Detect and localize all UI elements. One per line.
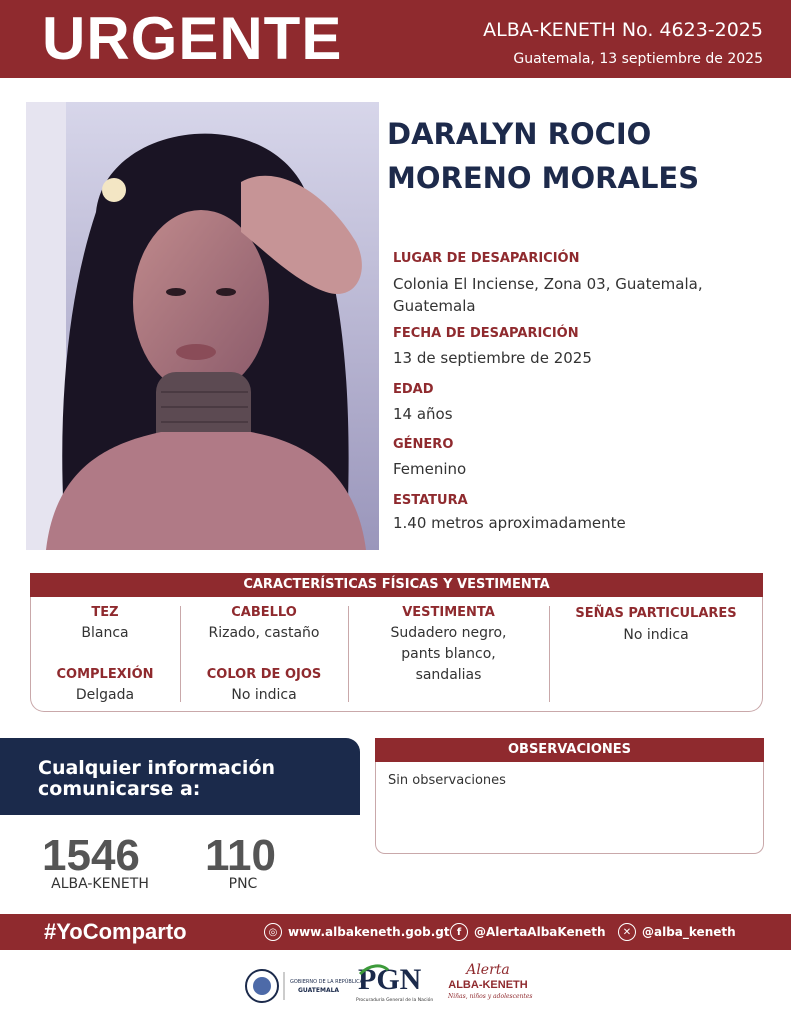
missing-person-photo xyxy=(26,102,379,550)
location-value-line-2: Guatemala xyxy=(393,297,476,315)
facebook-text: @AlertaAlbaKeneth xyxy=(474,925,606,939)
characteristics-title: CARACTERÍSTICAS FÍSICAS Y VESTIMENTA xyxy=(30,573,763,597)
observations-text: Sin observaciones xyxy=(388,773,506,788)
alba-keneth-logo xyxy=(448,962,533,1010)
government-logo xyxy=(244,966,364,1006)
contact-banner-text xyxy=(38,758,338,800)
vestimenta-value-line-1: Sudadero negro, xyxy=(390,625,507,641)
complexion-label: COMPLEXIÓN xyxy=(56,667,154,682)
urgent-title: URGENTE xyxy=(42,5,343,72)
vestimenta-value-line-2: pants blanco, xyxy=(401,646,496,662)
alert-dateline: Guatemala, 13 septiembre de 2025 xyxy=(513,51,763,67)
phone-pnc[interactable]: 110 xyxy=(205,831,276,880)
eye-color-value: No indica xyxy=(231,687,297,703)
pgn-logo xyxy=(354,962,436,1008)
age-value: 14 años xyxy=(393,405,453,423)
name-line-2: MORENO MORALES xyxy=(387,161,700,195)
contact-banner-line-1: Cualquier información xyxy=(38,757,276,779)
location-label: LUGAR DE DESAPARICIÓN xyxy=(393,251,580,266)
tez-label: TEZ xyxy=(91,605,119,620)
alba-logo-text-2: ALBA-KENETH xyxy=(448,979,528,991)
x-link[interactable] xyxy=(618,922,736,942)
height-value: 1.40 metros aproximadamente xyxy=(393,514,626,532)
observations-title: OBSERVACIONES xyxy=(375,738,764,762)
website-link[interactable] xyxy=(264,922,450,942)
website-text: www.albakeneth.gob.gt xyxy=(288,925,450,939)
vestimenta-value-line-3: sandalias xyxy=(415,667,482,683)
government-logo-text-2: GUATEMALA xyxy=(298,987,340,994)
gender-value: Femenino xyxy=(393,460,467,478)
phone-alba-keneth[interactable]: 1546 xyxy=(42,831,140,880)
location-value-line-1: Colonia El Inciense, Zona 03, Guatemala, xyxy=(393,275,703,293)
photo-illustration xyxy=(26,102,379,550)
cabello-label: CABELLO xyxy=(231,605,297,620)
x-text: @alba_keneth xyxy=(642,925,736,939)
alert-number: ALBA-KENETH No. 4623-2025 xyxy=(483,19,763,41)
contact-banner xyxy=(0,738,360,815)
complexion-value: Delgada xyxy=(75,687,135,703)
gender-label: GÉNERO xyxy=(393,437,454,452)
globe-icon: ◎ xyxy=(264,923,282,941)
phone-alba-keneth-label: ALBA-KENETH xyxy=(51,876,149,892)
pgn-logo-text: PGN xyxy=(358,963,422,996)
government-logo-text-1: GOBIERNO DE LA REPÚBLICA xyxy=(290,979,364,985)
vestimenta-label: VESTIMENTA xyxy=(402,605,495,620)
date-value: 13 de septiembre de 2025 xyxy=(393,349,592,367)
pgn-logo-subtext: Procuraduría General de la Nación xyxy=(356,998,434,1003)
age-label: EDAD xyxy=(393,382,434,397)
cabello-value: Rizado, castaño xyxy=(208,625,320,641)
date-label: FECHA DE DESAPARICIÓN xyxy=(393,326,579,341)
hashtag: #YoComparto xyxy=(44,919,187,944)
name-line-1: DARALYN ROCIO xyxy=(387,117,652,151)
eye-color-label: COLOR DE OJOS xyxy=(206,667,322,682)
alba-logo-subtext: Niñas, niños y adolescentes xyxy=(448,993,533,1000)
facebook-link[interactable] xyxy=(450,922,606,942)
facebook-icon: f xyxy=(450,923,468,941)
senas-value: No indica xyxy=(623,627,689,643)
x-icon: ✕ xyxy=(618,923,636,941)
government-emblem-icon xyxy=(244,966,354,1006)
tez-value: Blanca xyxy=(81,625,129,641)
person-name xyxy=(387,112,767,200)
height-label: ESTATURA xyxy=(393,493,468,508)
alba-logo-text-1: Alerta xyxy=(466,962,510,978)
header-bar xyxy=(0,0,791,78)
contact-banner-line-2: comunicarse a: xyxy=(38,778,201,800)
senas-label: SEÑAS PARTICULARES xyxy=(575,606,737,621)
phone-pnc-label: PNC xyxy=(228,876,258,892)
